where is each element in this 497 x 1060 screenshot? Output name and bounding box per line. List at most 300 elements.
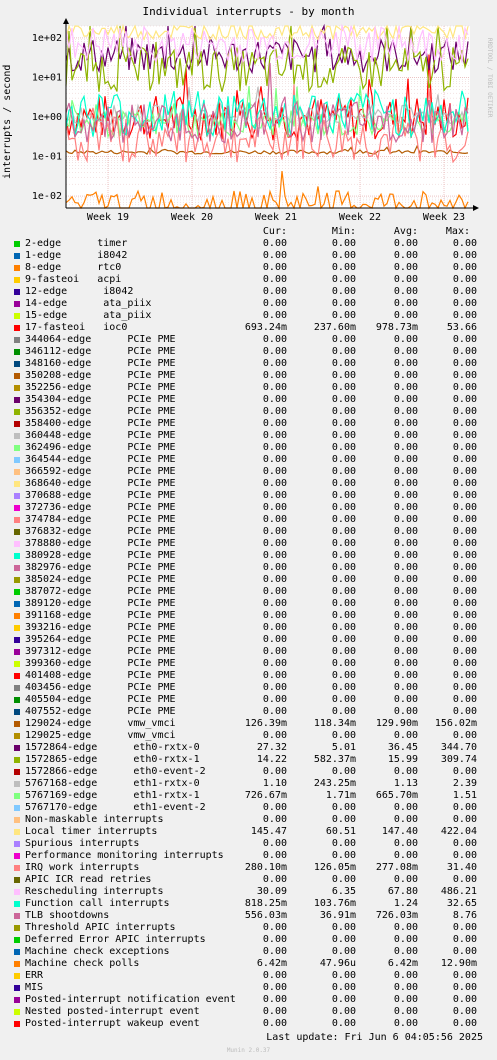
legend-value-avg: 0.00 xyxy=(393,358,418,369)
legend-row xyxy=(0,346,497,358)
legend-row xyxy=(0,598,497,610)
legend-row xyxy=(0,934,497,946)
legend-series-name: 391168-edge PCIe PME xyxy=(25,610,176,621)
last-update: Last update: Fri Jun 6 04:05:56 2025 xyxy=(266,1032,483,1043)
legend-value-max: 0.00 xyxy=(452,478,477,489)
legend-value-avg: 0.00 xyxy=(393,946,418,957)
legend-row xyxy=(0,730,497,742)
y-axis-arrow xyxy=(63,18,69,24)
legend-row xyxy=(0,466,497,478)
legend-value-max: 0.00 xyxy=(452,406,477,417)
legend-swatch xyxy=(14,505,20,511)
legend-row xyxy=(0,826,497,838)
legend-swatch xyxy=(14,565,20,571)
legend-swatch xyxy=(14,853,20,859)
legend-value-avg: 0.00 xyxy=(393,538,418,549)
legend-value-cur: 0.00 xyxy=(262,550,287,561)
legend-value-min: 0.00 xyxy=(331,430,356,441)
legend-value-min: 0.00 xyxy=(331,358,356,369)
legend-value-min: 0.00 xyxy=(331,850,356,861)
legend-value-cur: 0.00 xyxy=(262,634,287,645)
legend-value-cur: 0.00 xyxy=(262,946,287,957)
legend-value-avg: 0.00 xyxy=(393,490,418,501)
legend-series-name: 366592-edge PCIe PME xyxy=(25,466,176,477)
legend-value-min: 0.00 xyxy=(331,670,356,681)
legend-value-cur: 0.00 xyxy=(262,838,287,849)
legend-row xyxy=(0,922,497,934)
y-tick-label: 1e+02 xyxy=(31,32,62,44)
legend-swatch xyxy=(14,361,20,367)
legend-value-max: 0.00 xyxy=(452,634,477,645)
legend-value-cur: 0.00 xyxy=(262,814,287,825)
y-tick-label: 1e-02 xyxy=(31,191,62,203)
legend-value-min: 6.35 xyxy=(331,886,356,897)
legend-value-min: 0.00 xyxy=(331,934,356,945)
legend-value-min: 60.51 xyxy=(325,826,356,837)
legend-value-avg: 15.99 xyxy=(387,754,418,765)
legend-series-name: 387072-edge PCIe PME xyxy=(25,586,176,597)
legend-swatch xyxy=(14,409,20,415)
legend-header-max: Max: xyxy=(445,226,470,237)
legend-series-name: Posted-interrupt notification event xyxy=(25,994,236,1005)
legend-value-cur: 556.03m xyxy=(244,910,287,921)
legend-value-avg: 0.00 xyxy=(393,838,418,849)
legend-value-cur: 27.32 xyxy=(256,742,287,753)
legend-series-name: Machine check exceptions xyxy=(25,946,170,957)
legend-value-min: 0.00 xyxy=(331,562,356,573)
legend-series-name: Performance monitoring interrupts xyxy=(25,850,224,861)
legend-value-avg: 0.00 xyxy=(393,970,418,981)
legend-value-min: 0.00 xyxy=(331,382,356,393)
legend-swatch xyxy=(14,841,20,847)
legend-value-min: 47.96u xyxy=(319,958,356,969)
legend-value-max: 0.00 xyxy=(452,430,477,441)
legend-value-avg: 0.00 xyxy=(393,574,418,585)
legend-value-min: 0.00 xyxy=(331,466,356,477)
legend-series-name: 368640-edge PCIe PME xyxy=(25,478,176,489)
legend-value-max: 0.00 xyxy=(452,346,477,357)
legend-series-name: 362496-edge PCIe PME xyxy=(25,442,176,453)
legend-swatch xyxy=(14,673,20,679)
legend-swatch xyxy=(14,697,20,703)
legend-row xyxy=(0,370,497,382)
legend-value-min: 0.00 xyxy=(331,250,356,261)
legend-swatch xyxy=(14,961,20,967)
legend-value-cur: 126.39m xyxy=(244,718,287,729)
legend-row xyxy=(0,514,497,526)
legend-value-min: 243.25m xyxy=(313,778,356,789)
legend-row xyxy=(0,718,497,730)
legend-value-cur: 0.00 xyxy=(262,982,287,993)
legend-value-max: 0.00 xyxy=(452,514,477,525)
legend-value-avg: 67.80 xyxy=(387,886,418,897)
legend-value-cur: 0.00 xyxy=(262,490,287,501)
legend-series-name: 344064-edge PCIe PME xyxy=(25,334,176,345)
legend-value-avg: 0.00 xyxy=(393,706,418,717)
legend-value-cur: 0.00 xyxy=(262,694,287,705)
legend-row xyxy=(0,946,497,958)
legend-value-min: 0.00 xyxy=(331,514,356,525)
legend-value-cur: 0.00 xyxy=(262,346,287,357)
legend-value-avg: 0.00 xyxy=(393,982,418,993)
legend-series-name: TLB shootdowns xyxy=(25,910,110,921)
legend-row xyxy=(0,502,497,514)
legend-series-name: 354304-edge PCIe PME xyxy=(25,394,176,405)
legend-row xyxy=(0,334,497,346)
legend-series-name: 364544-edge PCIe PME xyxy=(25,454,176,465)
legend-value-avg: 0.00 xyxy=(393,298,418,309)
legend-series-name: APIC ICR read retries xyxy=(25,874,152,885)
legend-swatch xyxy=(14,985,20,991)
legend-value-cur: 0.00 xyxy=(262,274,287,285)
legend-value-max: 0.00 xyxy=(452,334,477,345)
legend-value-avg: 0.00 xyxy=(393,526,418,537)
legend-swatch xyxy=(14,421,20,427)
legend-swatch xyxy=(14,529,20,535)
legend-value-max: 0.00 xyxy=(452,922,477,933)
legend-value-max: 344.70 xyxy=(440,742,477,753)
legend-value-min: 0.00 xyxy=(331,334,356,345)
legend-value-max: 0.00 xyxy=(452,382,477,393)
legend-value-avg: 0.00 xyxy=(393,634,418,645)
legend-value-max: 0.00 xyxy=(452,250,477,261)
legend-swatch xyxy=(14,349,20,355)
legend-value-cur: 145.47 xyxy=(250,826,287,837)
legend-series-name: 1572865-edge eth0-rxtx-1 xyxy=(25,754,200,765)
legend-series-name: 5767170-edge eth1-event-2 xyxy=(25,802,206,813)
legend-series-name: 1572866-edge eth0-event-2 xyxy=(25,766,206,777)
legend-value-avg: 1.24 xyxy=(393,898,418,909)
legend-value-cur: 818.25m xyxy=(244,898,287,909)
legend-swatch xyxy=(14,241,20,247)
legend-row xyxy=(0,994,497,1006)
legend-series-name: 376832-edge PCIe PME xyxy=(25,526,176,537)
legend-value-avg: 0.00 xyxy=(393,802,418,813)
legend-value-min: 103.76m xyxy=(313,898,356,909)
legend-value-cur: 0.00 xyxy=(262,358,287,369)
legend-row xyxy=(0,406,497,418)
legend-row xyxy=(0,430,497,442)
legend-swatch xyxy=(14,937,20,943)
y-tick-label: 1e+00 xyxy=(31,112,62,123)
legend-value-max: 2.39 xyxy=(452,778,477,789)
legend-value-cur: 0.00 xyxy=(262,370,287,381)
legend-value-avg: 147.40 xyxy=(381,826,418,837)
legend-value-cur: 0.00 xyxy=(262,478,287,489)
legend-value-max: 0.00 xyxy=(452,574,477,585)
y-tick-label: 1e-01 xyxy=(31,151,62,163)
legend-swatch xyxy=(14,925,20,931)
legend-swatch xyxy=(14,781,20,787)
legend-swatch xyxy=(14,301,20,307)
legend-value-min: 0.00 xyxy=(331,370,356,381)
legend-value-max: 0.00 xyxy=(452,274,477,285)
legend-value-cur: 0.00 xyxy=(262,922,287,933)
legend-value-min: 0.00 xyxy=(331,1006,356,1017)
legend-value-min: 0.00 xyxy=(331,730,356,741)
legend-value-avg: 726.03m xyxy=(375,910,418,921)
legend-value-cur: 0.00 xyxy=(262,430,287,441)
legend-value-cur: 14.22 xyxy=(256,754,287,765)
legend-series-name: 15-edge ata_piix xyxy=(25,310,152,321)
legend-value-cur: 0.00 xyxy=(262,646,287,657)
legend-swatch xyxy=(14,373,20,379)
legend-row xyxy=(0,586,497,598)
legend-series-name: Spurious interrupts xyxy=(25,838,140,849)
legend-row xyxy=(0,1018,497,1030)
legend-value-cur: 0.00 xyxy=(262,250,287,261)
rrdtool-credit: RRDTOOL / TOBI OETIKER xyxy=(486,38,493,118)
legend-series-name: 9-fasteoi acpi xyxy=(25,274,122,285)
legend-series-name: 14-edge ata_piix xyxy=(25,298,152,309)
legend-value-cur: 0.00 xyxy=(262,970,287,981)
legend-value-min: 0.00 xyxy=(331,838,356,849)
legend-swatch xyxy=(14,397,20,403)
legend-value-max: 0.00 xyxy=(452,934,477,945)
legend-series-name: 393216-edge PCIe PME xyxy=(25,622,176,633)
legend-row xyxy=(0,550,497,562)
legend-value-cur: 0.00 xyxy=(262,262,287,273)
x-tick-label: Week 21 xyxy=(254,212,298,223)
legend-value-avg: 277.08m xyxy=(375,862,418,873)
legend-row xyxy=(0,898,497,910)
legend-series-name: 17-fasteoi ioc0 xyxy=(25,322,128,333)
legend-swatch xyxy=(14,1009,20,1015)
legend-value-max: 0.00 xyxy=(452,418,477,429)
legend-value-max: 0.00 xyxy=(452,394,477,405)
legend-series-name: 380928-edge PCIe PME xyxy=(25,550,176,561)
legend-value-cur: 0.00 xyxy=(262,994,287,1005)
legend-row xyxy=(0,778,497,790)
legend-value-cur: 0.00 xyxy=(262,514,287,525)
legend-value-min: 0.00 xyxy=(331,310,356,321)
legend-row xyxy=(0,622,497,634)
legend-value-max: 486.21 xyxy=(440,886,477,897)
legend-value-max: 0.00 xyxy=(452,490,477,501)
legend-series-name: 129024-edge vmw_vmci xyxy=(25,718,176,729)
legend-row xyxy=(0,790,497,802)
legend-value-cur: 0.00 xyxy=(262,766,287,777)
legend-row xyxy=(0,574,497,586)
legend-value-cur: 0.00 xyxy=(262,682,287,693)
legend-row xyxy=(0,694,497,706)
legend-value-cur: 726.67m xyxy=(244,790,287,801)
legend-row xyxy=(0,454,497,466)
legend-value-max: 0.00 xyxy=(452,1006,477,1017)
legend-swatch xyxy=(14,265,20,271)
legend-value-avg: 0.00 xyxy=(393,622,418,633)
legend-series-name: Non-maskable interrupts xyxy=(25,814,164,825)
legend-value-max: 8.76 xyxy=(452,910,477,921)
legend-series-name: IRQ work interrupts xyxy=(25,862,140,873)
legend-value-avg: 0.00 xyxy=(393,610,418,621)
legend-row xyxy=(0,742,497,754)
legend-value-max: 0.00 xyxy=(452,814,477,825)
legend-value-min: 0.00 xyxy=(331,622,356,633)
legend-series-name: 399360-edge PCIe PME xyxy=(25,658,176,669)
legend-value-max: 0.00 xyxy=(452,970,477,981)
legend-value-cur: 0.00 xyxy=(262,934,287,945)
legend-value-avg: 0.00 xyxy=(393,670,418,681)
legend-value-min: 0.00 xyxy=(331,274,356,285)
legend-value-avg: 0.00 xyxy=(393,1018,418,1029)
legend-value-min: 0.00 xyxy=(331,946,356,957)
legend-value-min: 0.00 xyxy=(331,814,356,825)
legend-row xyxy=(0,562,497,574)
legend-row xyxy=(0,538,497,550)
legend-value-avg: 978.73m xyxy=(375,322,418,333)
legend-value-max: 0.00 xyxy=(452,682,477,693)
legend-swatch xyxy=(14,769,20,775)
legend-swatch xyxy=(14,277,20,283)
legend-row xyxy=(0,886,497,898)
legend-value-min: 0.00 xyxy=(331,406,356,417)
legend-series-name: 1572864-edge eth0-rxtx-0 xyxy=(25,742,200,753)
legend-row xyxy=(0,982,497,994)
legend-swatch xyxy=(14,997,20,1003)
legend-series-name: 360448-edge PCIe PME xyxy=(25,430,176,441)
legend-value-cur: 0.00 xyxy=(262,466,287,477)
legend-value-max: 0.00 xyxy=(452,706,477,717)
legend-series-name: Local timer interrupts xyxy=(25,826,158,837)
legend-value-max: 0.00 xyxy=(452,502,477,513)
x-tick-label: Week 23 xyxy=(422,212,466,223)
legend-value-min: 0.00 xyxy=(331,586,356,597)
legend-series-name: 385024-edge PCIe PME xyxy=(25,574,176,585)
legend-series-name: 370688-edge PCIe PME xyxy=(25,490,176,501)
legend-swatch xyxy=(14,541,20,547)
legend-value-avg: 0.00 xyxy=(393,814,418,825)
legend-header-cur: Cur: xyxy=(262,226,287,237)
legend-value-min: 0.00 xyxy=(331,766,356,777)
legend-swatch xyxy=(14,685,20,691)
legend-value-max: 0.00 xyxy=(452,310,477,321)
legend-value-avg: 0.00 xyxy=(393,466,418,477)
legend-value-min: 0.00 xyxy=(331,502,356,513)
legend-series-name: 5767169-edge eth1-rxtx-1 xyxy=(25,790,200,801)
legend-value-min: 118.34m xyxy=(313,718,356,729)
legend-series-name: Posted-interrupt wakeup event xyxy=(25,1018,200,1029)
legend-row xyxy=(0,970,497,982)
legend-value-min: 0.00 xyxy=(331,442,356,453)
legend-row xyxy=(0,862,497,874)
legend-value-cur: 0.00 xyxy=(262,850,287,861)
legend-value-min: 0.00 xyxy=(331,994,356,1005)
legend-value-max: 0.00 xyxy=(452,442,477,453)
legend-value-cur: 0.00 xyxy=(262,706,287,717)
legend-value-avg: 0.00 xyxy=(393,346,418,357)
legend-value-cur: 0.00 xyxy=(262,382,287,393)
legend-value-cur: 0.00 xyxy=(262,334,287,345)
legend-value-cur: 30.09 xyxy=(256,886,287,897)
legend-value-max: 309.74 xyxy=(440,754,477,765)
legend-series-name: 8-edge rtc0 xyxy=(25,262,122,273)
legend-value-cur: 6.42m xyxy=(256,958,287,969)
legend-value-avg: 0.00 xyxy=(393,310,418,321)
legend-value-min: 0.00 xyxy=(331,694,356,705)
legend-value-max: 0.00 xyxy=(452,694,477,705)
legend-swatch xyxy=(14,253,20,259)
legend-value-cur: 0.00 xyxy=(262,730,287,741)
legend-value-cur: 0.00 xyxy=(262,610,287,621)
plot-area xyxy=(0,0,497,226)
legend-value-avg: 0.00 xyxy=(393,418,418,429)
legend-value-cur: 0.00 xyxy=(262,622,287,633)
legend-header-min: Min: xyxy=(331,226,356,237)
legend-series-name: 378880-edge PCIe PME xyxy=(25,538,176,549)
legend-value-max: 0.00 xyxy=(452,586,477,597)
legend-swatch xyxy=(14,733,20,739)
legend-value-cur: 0.00 xyxy=(262,286,287,297)
legend-series-name: 346112-edge PCIe PME xyxy=(25,346,176,357)
legend-swatch xyxy=(14,865,20,871)
legend-swatch xyxy=(14,913,20,919)
legend-value-avg: 36.45 xyxy=(387,742,418,753)
legend-swatch xyxy=(14,661,20,667)
x-axis-arrow xyxy=(473,205,479,211)
legend-row xyxy=(0,394,497,406)
legend-value-avg: 1.13 xyxy=(393,778,418,789)
legend-value-max: 0.00 xyxy=(452,526,477,537)
legend-value-avg: 0.00 xyxy=(393,694,418,705)
legend-value-max: 0.00 xyxy=(452,838,477,849)
legend-value-avg: 0.00 xyxy=(393,994,418,1005)
legend-row xyxy=(0,958,497,970)
legend-row xyxy=(0,262,497,274)
legend-value-max: 0.00 xyxy=(452,562,477,573)
legend-series-name: 358400-edge PCIe PME xyxy=(25,418,176,429)
legend-row xyxy=(0,682,497,694)
legend-value-min: 0.00 xyxy=(331,802,356,813)
legend-value-cur: 0.00 xyxy=(262,538,287,549)
legend-value-min: 0.00 xyxy=(331,418,356,429)
legend-swatch xyxy=(14,313,20,319)
legend-value-min: 0.00 xyxy=(331,706,356,717)
legend-value-avg: 0.00 xyxy=(393,262,418,273)
legend-value-avg: 0.00 xyxy=(393,250,418,261)
legend-value-max: 32.65 xyxy=(446,898,477,909)
legend-value-min: 0.00 xyxy=(331,874,356,885)
legend-value-max: 0.00 xyxy=(452,802,477,813)
legend-value-avg: 0.00 xyxy=(393,238,418,249)
legend-value-max: 0.00 xyxy=(452,262,477,273)
legend-swatch xyxy=(14,577,20,583)
legend-row xyxy=(0,250,497,262)
legend-value-max: 0.00 xyxy=(452,946,477,957)
legend-row xyxy=(0,274,497,286)
legend-swatch xyxy=(14,649,20,655)
legend-series-name: 407552-edge PCIe PME xyxy=(25,706,176,717)
legend-swatch xyxy=(14,901,20,907)
legend-value-max: 422.04 xyxy=(440,826,477,837)
legend-row xyxy=(0,442,497,454)
legend-value-avg: 0.00 xyxy=(393,286,418,297)
legend-series-name: MIS xyxy=(25,982,44,993)
legend-value-avg: 0.00 xyxy=(393,382,418,393)
legend-value-min: 0.00 xyxy=(331,1018,356,1029)
legend-series-name: 401408-edge PCIe PME xyxy=(25,670,176,681)
legend-value-max: 0.00 xyxy=(452,538,477,549)
legend-value-min: 0.00 xyxy=(331,970,356,981)
legend-row xyxy=(0,766,497,778)
legend-series-name: 382976-edge PCIe PME xyxy=(25,562,176,573)
munin-version: Munin 2.0.37 xyxy=(226,1047,271,1054)
legend-value-cur: 0.00 xyxy=(262,526,287,537)
legend-swatch xyxy=(14,625,20,631)
legend-value-avg: 0.00 xyxy=(393,646,418,657)
legend-value-min: 0.00 xyxy=(331,526,356,537)
legend-swatch xyxy=(14,517,20,523)
